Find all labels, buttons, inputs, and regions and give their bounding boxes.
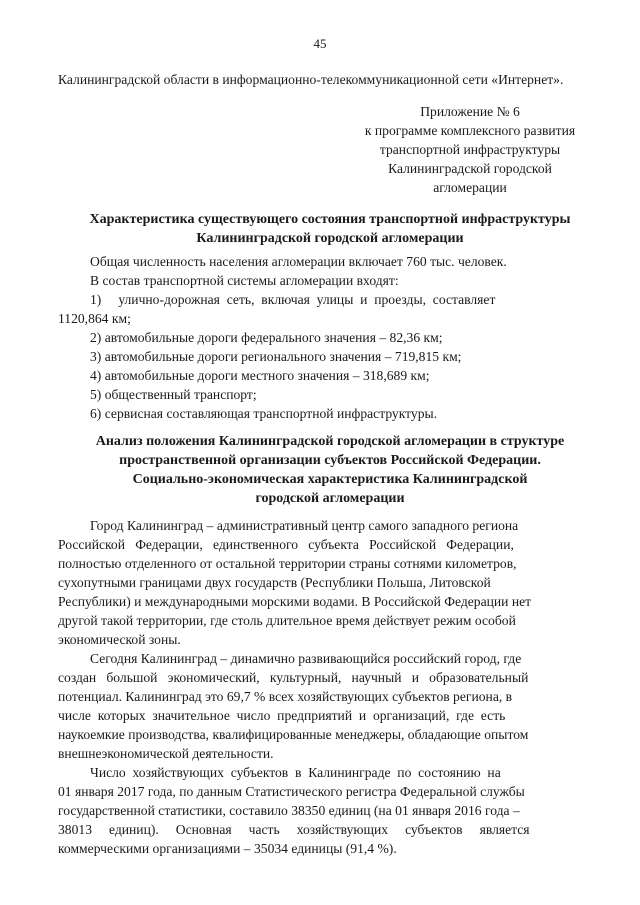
appendix-line: Калининградской городской [388, 161, 552, 176]
paragraph-line: Число хозяйствующих субъектов в Калининграде по состоянию на [90, 765, 501, 780]
list-item-1-continuation: 1120,864 км; [58, 311, 131, 326]
paragraph-line: наукоемкие производства, квалифицированные менеджеры, обладающие опытом [58, 727, 529, 742]
paragraph-line: 38013 единиц). Основная часть хозяйствующих субъектов является [58, 822, 530, 837]
list-item: 4) автомобильные дороги местного значения – 318,689 км; [90, 368, 430, 383]
paragraph-line: Республики) и международными морскими водами. В Российской Федерации нет [58, 594, 532, 609]
paragraph-line: числе которых значительное число предприятий и организаций, где есть [58, 708, 506, 723]
appendix-line: агломерации [433, 180, 507, 195]
list-item: 5) общественный транспорт; [90, 387, 257, 402]
list-item-1: 1) улично-дорожная сеть, включая улицы и проезды, составляет [90, 292, 496, 307]
paragraph-line: коммерческими организациями – 35034 единицы (91,4 %). [58, 841, 397, 856]
paragraph-3 [58, 763, 602, 858]
paragraph-line: 01 января 2017 года, по данным Статистического регистра Федеральной службы [58, 784, 525, 799]
heading-line: Социально-экономическая характеристика Калининградской [132, 472, 528, 487]
paragraph-line: Город Калининград – административный центр самого западного региона [90, 518, 519, 533]
paragraph-line: Российской Федерации, единственного субъекта Российской Федерации, [58, 537, 514, 552]
paragraph-line: создан большой экономический, культурный, научный и образовательный [58, 670, 529, 685]
appendix-line: к программе комплексного развития [364, 123, 576, 138]
appendix-line: транспортной инфраструктуры [379, 142, 561, 157]
carry-over-line: Калининградской области в информационно-телекоммуникационной сети «Интернет». [58, 72, 564, 87]
appendix-caption [340, 102, 600, 197]
heading-line: Калининградской городской агломерации [196, 231, 464, 246]
paragraph-line: внешнеэкономической деятельности. [58, 746, 274, 761]
list-item: 3) автомобильные дороги регионального значения – 719,815 км; [90, 349, 462, 364]
section1-body [58, 252, 602, 423]
paragraph-line: государственной статистики, составило 38350 единиц (на 01 января 2016 года – [58, 803, 520, 818]
appendix-line: Приложение № 6 [420, 104, 520, 119]
paragraph-line: Сегодня Калининград – динамично развивающийся российский город, где [90, 651, 522, 666]
intro-paragraph: В состав транспортной системы агломерации входят: [90, 273, 399, 288]
heading-line: городской агломерации [255, 491, 405, 506]
page-number: 45 [313, 36, 327, 51]
population-paragraph: Общая численность населения агломерации включает 760 тыс. человек. [90, 254, 507, 269]
paragraph-line: полностью отделенного от остальной территории страны сотнями километров, [58, 556, 517, 571]
paragraph-line: потенциал. Калининград это 69,7 % всех хозяйствующих субъектов региона, в [58, 689, 513, 704]
section2-body [58, 516, 602, 858]
paragraph-2 [58, 649, 602, 763]
section2-heading [40, 432, 620, 508]
section1-heading [40, 210, 620, 248]
list-item: 2) автомобильные дороги федерального значения – 82,36 км; [90, 330, 443, 345]
heading-line: Характеристика существующего состояния транспортной инфраструктуры [89, 212, 571, 227]
paragraph-line: экономической зоны. [58, 632, 181, 647]
heading-line: Анализ положения Калининградской городской агломерации в структуре [95, 434, 565, 449]
heading-line: пространственной организации субъектов Российской Федерации. [119, 453, 541, 468]
paragraph-1 [58, 516, 602, 649]
list-item: 6) сервисная составляющая транспортной инфраструктуры. [90, 406, 438, 421]
paragraph-line: другой такой территории, где столь длительное время действует режим особой [58, 613, 516, 628]
paragraph-line: сухопутными границами двух государств (Республики Польша, Литовской [58, 575, 491, 590]
